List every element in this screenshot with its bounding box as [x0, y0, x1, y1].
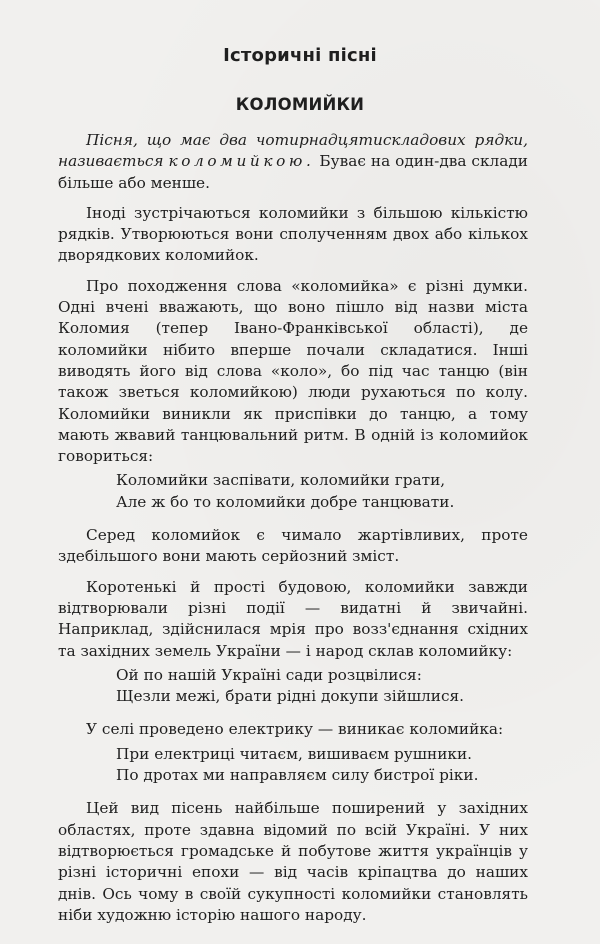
paragraph-origin: Про походження слова «коломийка» є різні думки. Одні вчені вважають, що воно пішло від назви міста Коломия (тепер Івано-Франківської області), де коломийки нібито вперше почали складатися. Інші виводять його від слова «коло», бо під час танцю (він також зветься коломийкою) люди рухаються по колу. Коломийки виникли як приспівки до танцю, а тому мають жвавий танцювальний ритм. В одній із коломийок говориться: [58, 276, 528, 466]
article-body [58, 130, 528, 935]
verse-line: Щезли межі, брати рідні докупи зійшлися. [116, 687, 465, 706]
section-heading: КОЛОМИЙКИ [235, 95, 365, 114]
defined-term: коломийкою. [168, 152, 315, 171]
verse-line: По дротах ми направляєм силу бистрої ріки. [116, 766, 479, 785]
paragraph-conclusion: Цей вид пісень найбільше поширений у західних областях, проте здавна відомий по всій Україні. У них відтворюється громадське й побутове життя українців у різні історичні епохи — від часів кріпацтва до наших днів. Ось чому в своїй сукупності коломийки становлять ніби художню історію нашого народу. [58, 799, 528, 924]
verse-line: При електриці читаєм, вишиваєм рушники. [116, 744, 473, 763]
paragraph-structure: Іноді зустрічаються коломийки з більшою кількістю рядків. Утворюються вони сполученням двох або кількох дворядкових коломийок. [58, 203, 528, 265]
definition-paragraph [58, 130, 528, 194]
definition-rest: Буває на один-два склади більше або менше. [58, 152, 528, 192]
verse-line: Коломийки заспівати, коломийки грати, [116, 471, 446, 490]
verse-quote-3 [116, 744, 528, 787]
paragraph-events: Коротенькі й прості будовою, коломийки завжди відтворювали різні події — видатні й звичайні. Наприклад, здійснилася мрія про возз'єднання східних та західних земель України — і народ склав коломийку: [58, 577, 528, 660]
verse-line: Але ж бо то коломийки добре танцювати. [116, 492, 455, 511]
verse-quote-1 [116, 470, 528, 513]
paragraph-electricity: У селі проведено електрику — виникає коломийка: [86, 720, 504, 739]
verse-quote-2 [116, 665, 528, 708]
verse-line: Ой по нашій Україні сади розцвілися: [116, 665, 422, 684]
page-title: Історичні пісні [223, 45, 377, 66]
paragraph-humor: Серед коломийок є чимало жартівливих, проте здебільшого вони мають серйозний зміст. [58, 526, 528, 566]
definition-text: Пісня, що має два чотирнадцятискладових рядки, називається [58, 131, 528, 171]
